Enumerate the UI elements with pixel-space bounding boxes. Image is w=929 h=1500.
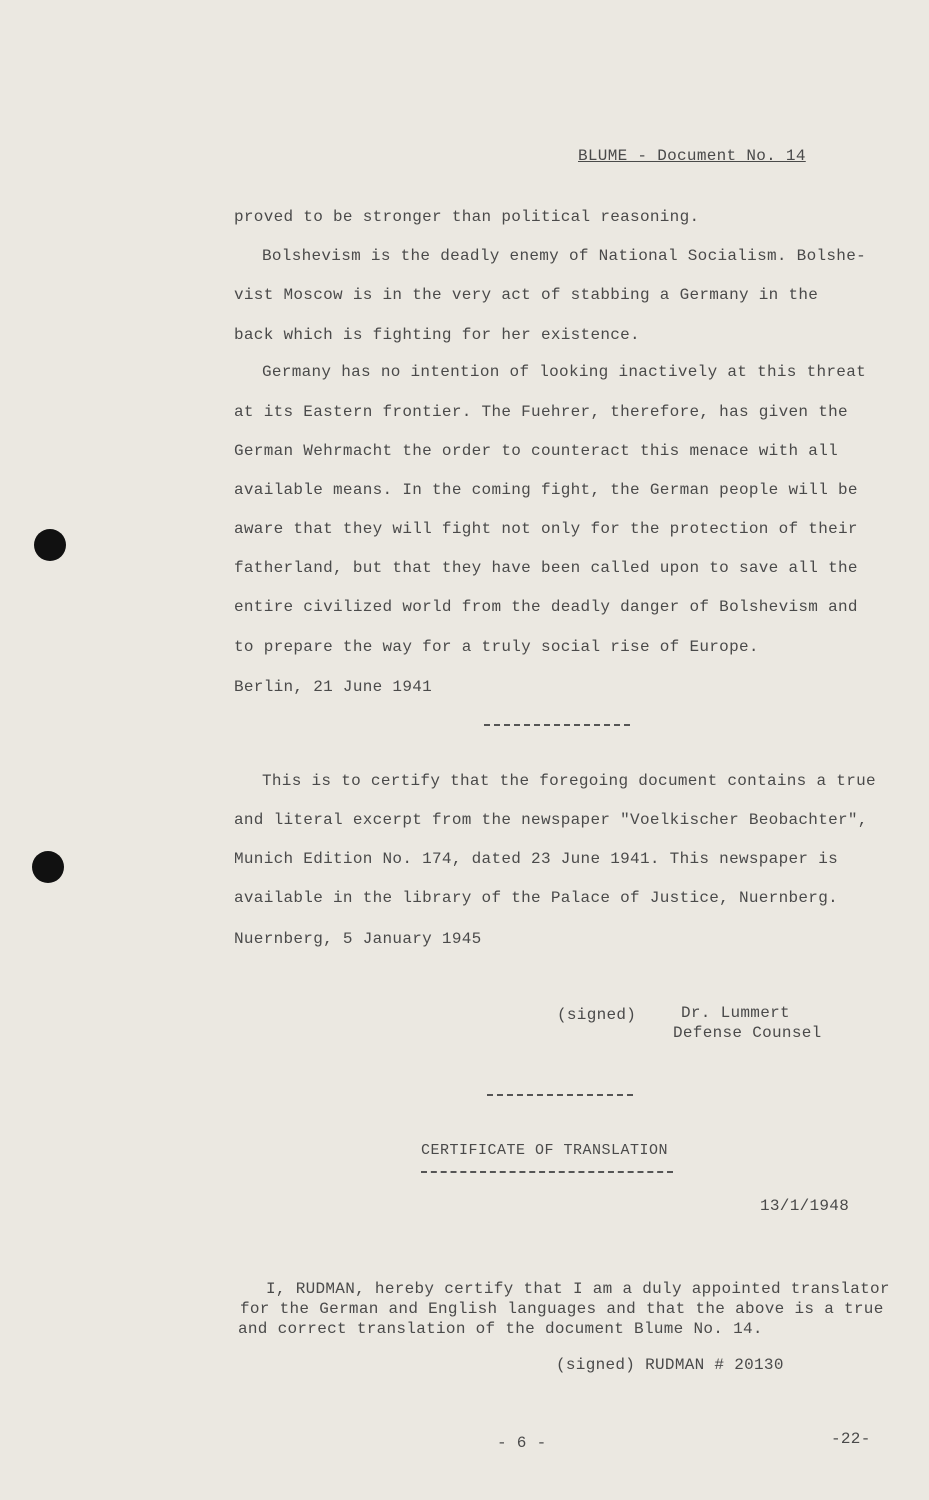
certification-line: This is to certify that the foregoing document contains a true [262, 772, 876, 790]
certificate-date: 13/1/1948 [760, 1197, 850, 1215]
body-line: Bolshevism is the deadly enemy of National Socialism. Bolshe- [262, 247, 866, 265]
certification-line: Munich Edition No. 174, dated 23 June 1941. This newspaper is [234, 850, 838, 868]
document-reference: BLUME - Document No. 14 [578, 147, 806, 165]
punch-hole-bottom [32, 851, 64, 883]
punch-hole-top [34, 529, 66, 561]
body-line: available means. In the coming fight, the German people will be [234, 481, 858, 499]
body-line: to prepare the way for a truly social rise of Europe. [234, 638, 759, 656]
certification-line: Nuernberg, 5 January 1945 [234, 930, 482, 948]
body-line: entire civilized world from the deadly danger of Bolshevism and [234, 598, 858, 616]
body-line: German Wehrmacht the order to counteract this menace with all [234, 442, 838, 460]
certification-line: available in the library of the Palace of Justice, Nuernberg. [234, 889, 838, 907]
section-divider [484, 724, 630, 726]
signer-name: Dr. Lummert [681, 1004, 790, 1022]
body-line: aware that they will fight not only for the protection of their [234, 520, 858, 538]
body-line: vist Moscow is in the very act of stabbing a Germany in the [234, 286, 819, 304]
translation-line: for the German and English languages and that the above is a true [240, 1300, 884, 1318]
body-line: Germany has no intention of looking inactively at this threat [262, 363, 866, 381]
translation-line: and correct translation of the document Blume No. 14. [238, 1320, 763, 1338]
signed-label: (signed) [557, 1006, 637, 1024]
certification-line: and literal excerpt from the newspaper "Voelkischer Beobachter", [234, 811, 868, 829]
body-date-line: Berlin, 21 June 1941 [234, 678, 433, 696]
body-line: fatherland, but that they have been called upon to save all the [234, 559, 858, 577]
body-line: back which is fighting for her existence. [234, 326, 640, 344]
signer-title: Defense Counsel [673, 1024, 822, 1042]
body-line: proved to be stronger than political reasoning. [234, 208, 700, 226]
corner-number: -22- [831, 1430, 871, 1448]
translation-line: I, RUDMAN, hereby certify that I am a duly appointed translator [266, 1280, 890, 1298]
section-divider [487, 1094, 633, 1096]
certificate-title-underline [421, 1171, 673, 1173]
body-line: at its Eastern frontier. The Fuehrer, therefore, has given the [234, 403, 848, 421]
certificate-title: CERTIFICATE OF TRANSLATION [421, 1142, 669, 1159]
page-number: - 6 - [497, 1434, 547, 1452]
translator-signature: (signed) RUDMAN # 20130 [556, 1356, 784, 1374]
